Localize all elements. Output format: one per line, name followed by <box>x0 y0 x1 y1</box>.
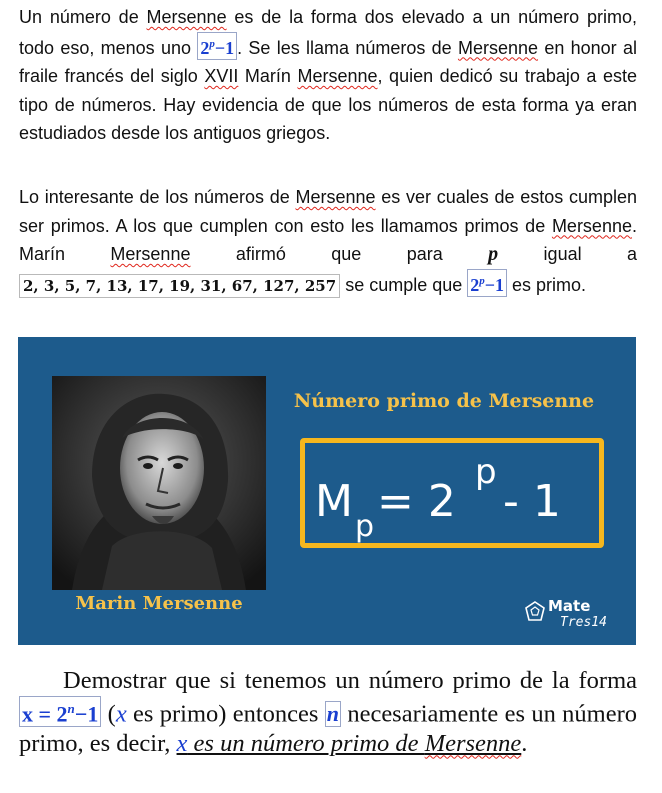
text-span: Un número de <box>19 7 147 27</box>
equation-object[interactable] <box>19 696 101 727</box>
portrait-caption: Marin Mersenne <box>75 593 243 614</box>
text-span: es ver cuales de estos cumplen ser primos. A los que cumplen con esto les llamamos primos de <box>19 187 638 236</box>
misspelled-word[interactable]: Mersenne <box>146 7 227 27</box>
equation-base: 2 <box>470 274 480 295</box>
mersenne-formula <box>305 443 599 543</box>
logo-text-mate: Mate <box>548 597 591 615</box>
equation-object[interactable] <box>197 32 237 60</box>
problem-statement <box>19 666 637 759</box>
prime-sequence-equation[interactable]: 2, 3, 5, 7, 13, 17, 19, 31, 67, 127, 257 <box>19 274 340 298</box>
misspelled-word[interactable]: Mersenne <box>297 66 378 86</box>
variable-n: n <box>326 701 339 727</box>
mersenne-banner-image[interactable] <box>18 337 636 645</box>
text-span: . Marín <box>19 215 637 264</box>
equation-exponent: p <box>209 37 215 50</box>
banner-title: Número primo de Mersenne <box>293 390 595 412</box>
text-span: afirmó que para <box>190 244 489 264</box>
text-span: en honor al fraile francés del siglo <box>19 37 637 86</box>
formula-frame <box>300 438 604 548</box>
text-span: es primo) entonces <box>126 700 325 728</box>
portrait-engraving <box>52 376 266 590</box>
text-span: , quien dedicó su trabajo a este tipo de números. Hay evidencia de que los números de esta forma ya eran estudiados desde los antiguos griegos. <box>19 66 637 143</box>
variable-p: p <box>488 243 499 265</box>
text-span: igual a <box>498 244 638 264</box>
matetres14-logo <box>524 597 624 637</box>
formula-superscript: p <box>475 452 497 492</box>
text-span: es un número primo de <box>187 730 425 758</box>
misspelled-word[interactable]: Mersenne <box>110 244 191 264</box>
equation-rest: −1 <box>214 37 235 58</box>
portrait-illustration <box>52 376 266 590</box>
misspelled-word[interactable]: Mersenne <box>295 187 376 207</box>
equation-rest: −1 <box>74 701 99 727</box>
primes-paragraph <box>19 183 637 299</box>
text-span: es primo. <box>507 274 587 295</box>
text-span: es de la forma dos elevado a un número primo, todo eso, menos uno <box>19 7 637 58</box>
misspelled-word[interactable]: Mersenne <box>457 37 539 58</box>
text-span: Marín <box>238 66 298 86</box>
logo-text-tres14: Tres14 <box>560 615 607 630</box>
equation-object[interactable] <box>467 269 507 297</box>
formula-equals-two: = 2 <box>377 476 456 527</box>
equation-lhs: x = 2 <box>22 701 68 727</box>
text-span: Demostrar que si tenemos un número primo de la forma <box>63 667 637 694</box>
text-span: necesariamente es un número primo, es decir, <box>19 700 637 758</box>
formula-subscript: p <box>355 509 375 543</box>
text-span: ( <box>101 700 116 728</box>
misspelled-word[interactable]: XVII <box>204 66 239 86</box>
emphasized-conclusion <box>177 730 522 757</box>
variable-n-box[interactable] <box>325 701 341 727</box>
text-span: . <box>521 730 528 758</box>
text-span: se cumple que <box>340 274 468 295</box>
variable-x: x <box>176 730 188 758</box>
intro-paragraph <box>19 3 637 148</box>
misspelled-word[interactable]: Mersenne <box>551 215 632 236</box>
equation-exponent: p <box>479 274 485 287</box>
equation-base: 2 <box>200 37 210 58</box>
variable-x: x <box>115 700 127 728</box>
dodecahedron-icon <box>524 601 546 623</box>
equation-rest: −1 <box>484 274 505 295</box>
formula-M: M <box>315 476 353 527</box>
misspelled-word[interactable]: Mersenne <box>424 730 522 758</box>
text-span: . Se les llama números de <box>237 37 458 58</box>
text-span: Lo interesante de los números de <box>19 187 296 207</box>
equation-exponent: n <box>67 701 75 716</box>
formula-minus-one: - 1 <box>503 476 561 527</box>
